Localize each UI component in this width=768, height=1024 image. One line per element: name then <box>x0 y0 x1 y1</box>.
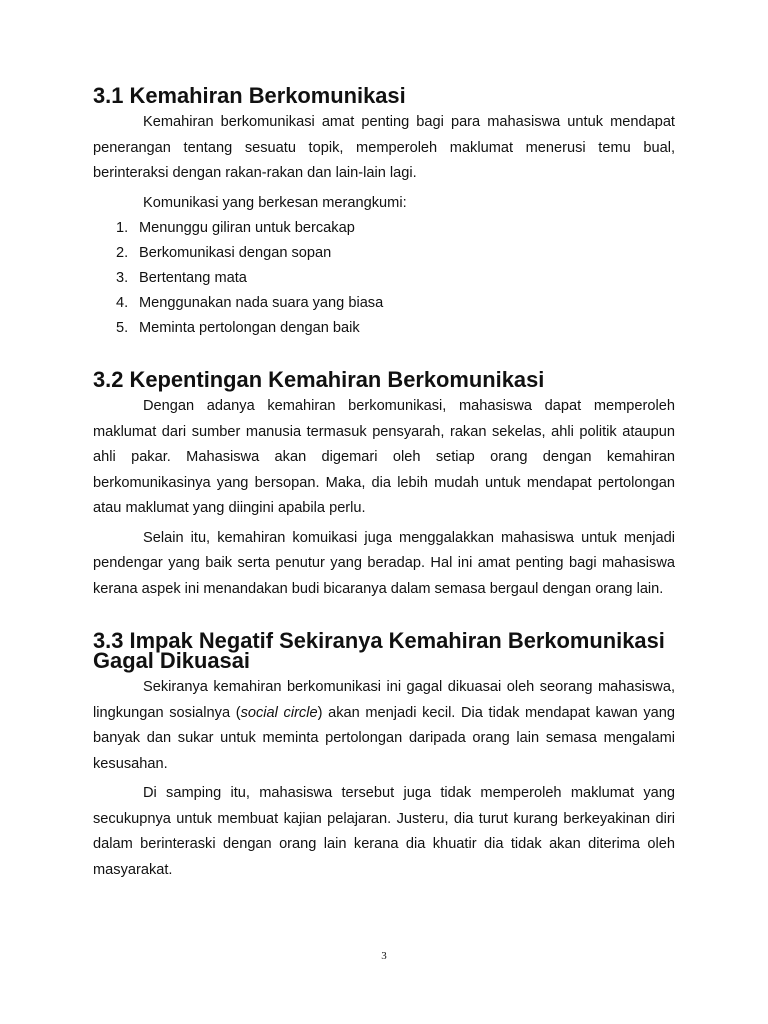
section-3-3-paragraph-2: Di samping itu, mahasiswa tersebut juga tidak memperoleh maklumat yang secukupnya untuk membuat kajian pelajaran. Justeru, dia turut kurang berkeyakinan diri dalam berinteraski dengan orang lain kerana dia khuatir dia tidak akan diterima oleh masyarakat. <box>93 785 675 878</box>
section-heading-3-2: 3.2 Kepentingan Kemahiran Berkomunikasi <box>93 367 545 392</box>
list-number: 2. <box>116 245 129 261</box>
paragraph-text-after: ) akan menjadi kecil. Dia tidak mendapat kawan yang banyak dan sukar untuk meminta pertolongan daripada orang lain semasa mengalami kesusahan. <box>93 704 676 772</box>
page-number: 3 <box>381 950 387 962</box>
section-3-1-paragraph-1: Kemahiran berkomunikasi amat penting bagi para mahasiswa untuk mendapat penerangan tentang sesuatu topik, memperoleh maklumat menerusi temu bual, berinteraksi dengan rakan-rakan dan lain-lain lagi. <box>93 114 675 181</box>
list-number: 5. <box>116 320 129 336</box>
list-item <box>93 291 675 316</box>
italic-term: social circle <box>240 704 318 721</box>
list-text: Bertentang mata <box>139 270 247 286</box>
document-page <box>93 83 676 883</box>
list-item <box>93 241 675 266</box>
list-number: 4. <box>116 295 129 311</box>
section-heading-3-3: 3.3 Impak Negatif Sekiranya Kemahiran Berkomunikasi Gagal Dikuasai <box>93 628 665 673</box>
section-3-2-paragraph-2: Selain itu, kemahiran komuikasi juga menggalakkan mahasiswa untuk menjadi pendengar yang baik serta penutur yang beradap. Hal ini amat penting bagi mahasiswa kerana aspek ini menandakan budi bicaranya dalam semasa bergaul dengan orang lain. <box>93 529 675 597</box>
section-3-3-paragraph-1 <box>93 675 675 777</box>
section-3-2-paragraph-1: Dengan adanya kemahiran berkomunikasi, mahasiswa dapat memperoleh maklumat dari sumber manusia termasuk pensyarah, rakan sekelas, ahli politik ataupun ahli pakar. Mahasiswa akan digemari oleh setiap orang dengan kemahiran berkomunikasinya yang bersopan. Maka, dia lebih mudah untuk mendapat pertolongan atau maklumat yang diingini apabila perlu. <box>93 398 675 516</box>
list-text: Berkomunikasi dengan sopan <box>139 245 332 261</box>
list-text: Menggunakan nada suara yang biasa <box>139 295 384 311</box>
list-item <box>93 266 675 291</box>
paragraph-text-before: Sekiranya kemahiran berkomunikasi ini gagal dikuasai oleh seorang mahasiswa, lingkungan sosialnya ( <box>93 679 675 721</box>
list-text: Menunggu giliran untuk bercakap <box>139 220 355 236</box>
section-3-1-paragraph-2: Komunikasi yang berkesan merangkumi: <box>143 194 407 211</box>
list-text: Meminta pertolongan dengan baik <box>139 320 360 336</box>
list-item <box>93 316 675 341</box>
list-number: 1. <box>116 220 129 236</box>
list-item <box>93 216 675 241</box>
section-heading-3-1: 3.1 Kemahiran Berkomunikasi <box>93 83 406 108</box>
communication-list <box>93 216 675 341</box>
list-number: 3. <box>116 270 129 286</box>
